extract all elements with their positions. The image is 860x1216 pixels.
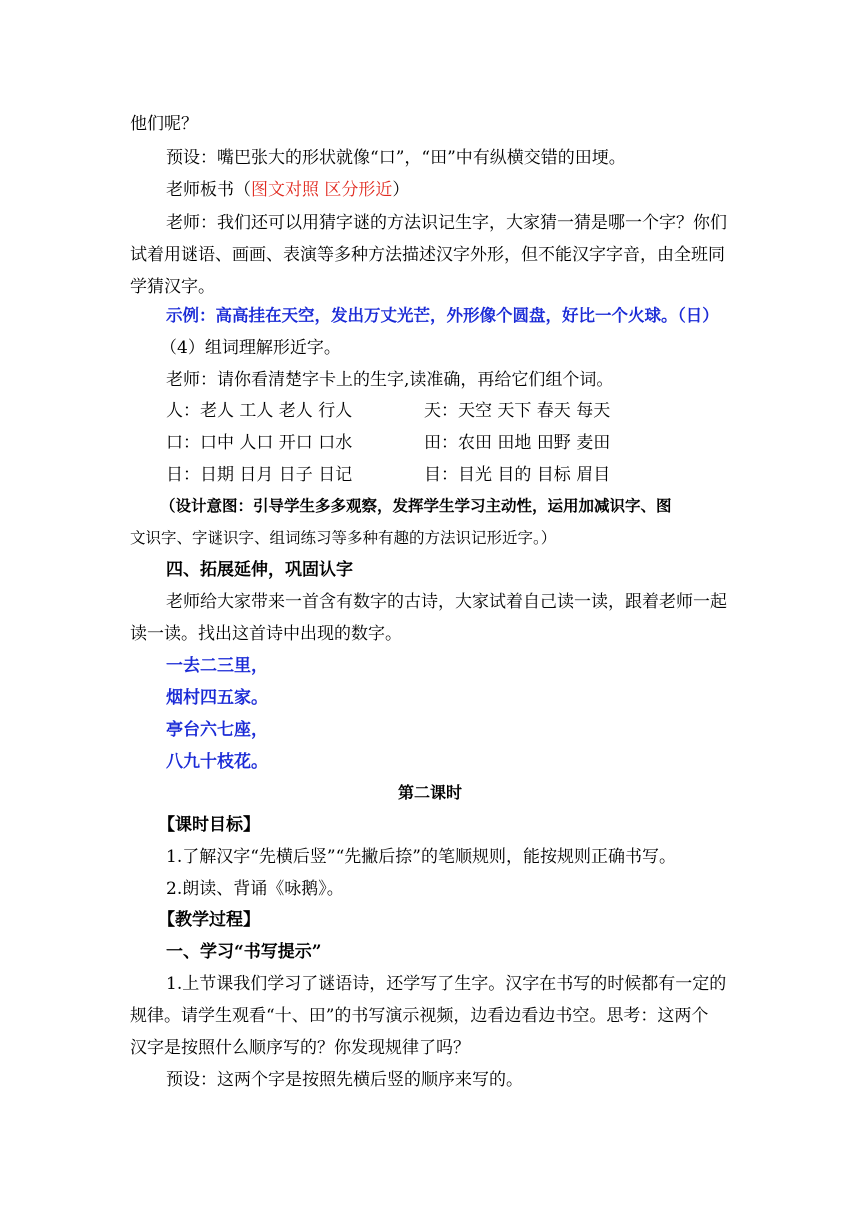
word-group-left: 口：口中 人口 开口 口水 [166,433,353,453]
poem-line: 亭台六七座， [166,720,268,740]
goal-item: 1.了解汉字“先横后竖”“先撇后捺”的笔顺规则，能按规则正确书写。 [166,847,676,867]
board-suffix: ） [392,180,410,200]
paragraph-line: 老师给大家带来一首含有数字的古诗，大家试着自己读一读，跟着老师一起 [166,592,727,612]
paragraph-line: 他们呢？ [130,114,198,134]
paragraph-line: 汉字是按照什么顺序写的？你发现规律了吗？ [130,1038,470,1058]
word-group-right: 目：目光 目的 目标 眉目 [424,465,611,485]
board-writing-line [166,178,409,202]
paragraph-line: 老师：我们还可以用猜字谜的方法识记生字，大家猜一猜是哪一个字？你们 [166,213,727,233]
goal-item: 2.朗读、背诵《咏鹅》。 [166,879,344,899]
board-note-red: 图文对照 区分形近 [251,180,393,200]
poem-line: 一去二三里， [166,656,268,676]
design-intent-cont: 文识字、字谜识字、组词练习等多种有趣的方法识记形近字。） [130,529,557,547]
paragraph-line: 预设：这两个字是按照先横后竖的顺序来写的。 [166,1070,523,1090]
board-prefix: 老师板书（ [166,180,251,200]
word-group-left: 日：日期 日月 日子 日记 [166,465,353,485]
poem-line: 烟村四五家。 [166,688,268,708]
paragraph-line: 规律。请学生观看“十、田”的书写演示视频，边看边看边书空。思考：这两个 [130,1006,709,1026]
section-heading: 四、拓展延伸，巩固认字 [166,560,353,580]
process-heading: 【教学过程】 [158,910,260,930]
lesson-heading: 第二课时 [397,783,462,802]
poem-line: 八九十枝花。 [166,752,268,772]
paragraph-line: 1.上节课我们学习了谜语诗，还学写了生字。汉字在书写的时候都有一定的 [166,974,727,994]
section-heading: 一、学习“书写提示” [166,942,322,962]
word-group-right: 天：天空 天下 春天 每天 [424,401,611,421]
paragraph-line: （4）组词理解形近字。 [160,338,341,358]
design-intent: （设计意图：引导学生多多观察，发挥学生学习主动性，运用加减识字、图 [160,496,672,515]
riddle-example: 示例：高高挂在天空，发出万丈光芒，外形像个圆盘，好比一个火球。（日） [166,306,719,325]
word-group-right: 田：农田 田地 田野 麦田 [424,433,611,453]
paragraph-line: 预设：嘴巴张大的形状就像“口”，“田”中有纵横交错的田埂。 [166,148,626,168]
word-group-left: 人：老人 工人 老人 行人 [166,401,353,421]
paragraph-line: 读一读。找出这首诗中出现的数字。 [130,624,402,644]
paragraph-line: 试着用谜语、画画、表演等多种方法描述汉字外形，但不能汉字字音，由全班同 [130,245,725,265]
goals-heading: 【课时目标】 [158,815,260,835]
paragraph-line: 学猜汉字。 [130,277,215,297]
paragraph-line: 老师：请你看清楚字卡上的生字,读准确，再给它们组个词。 [166,370,614,390]
